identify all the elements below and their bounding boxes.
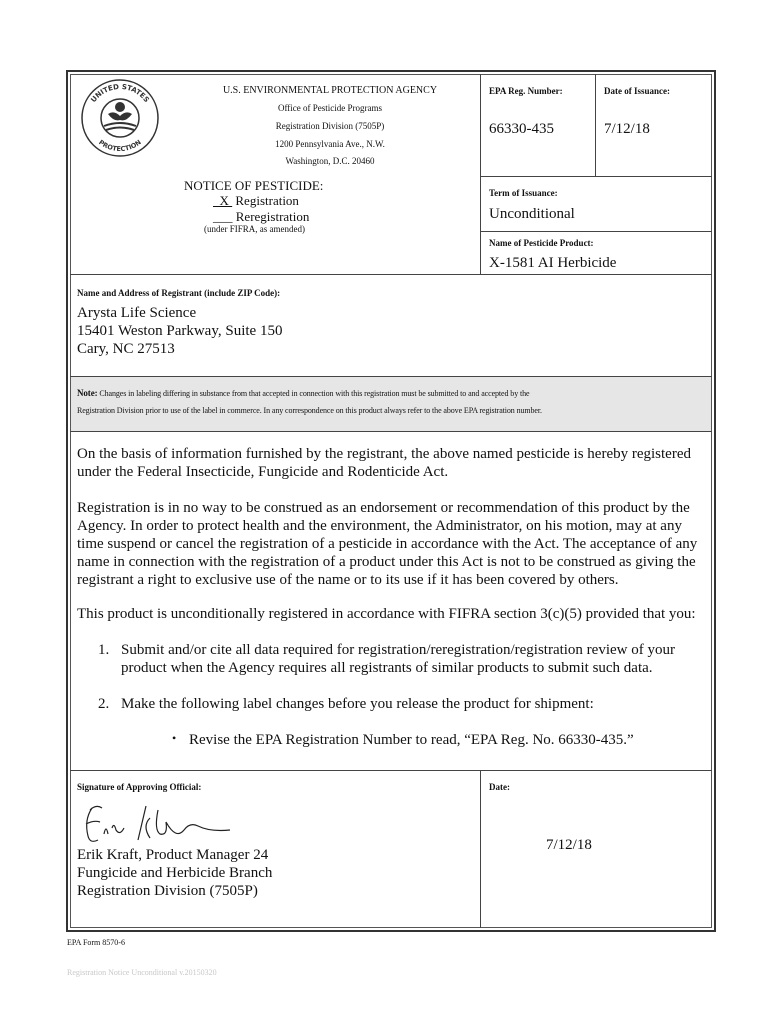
date-label: Date: [489, 782, 510, 792]
signer-division: Registration Division (7505P) [77, 883, 258, 899]
signature-date: 7/12/18 [546, 837, 592, 853]
note-label: Note: [77, 388, 98, 398]
product-value: X-1581 AI Herbicide [489, 255, 617, 271]
section-rule-body [70, 431, 712, 432]
registrant-line2: 15401 Weston Parkway, Suite 150 [77, 323, 283, 339]
list-item-1: Submit and/or cite all data required for registration/reregistration/registration review of your product when the Agency requires all registrants of similar products to submit such data. [121, 642, 675, 676]
note-background [71, 377, 711, 431]
body-paragraph-1: On the basis of information furnished by the registrant, the above named pesticide is hereby registered under the Federal Insecticide, Fungicide and Rodenticide Act. [77, 446, 691, 480]
note-line2: Registration Division prior to use of the label in commerce. In any correspondence on this product always refer to the above EPA registration number. [77, 406, 542, 415]
list-item-2: Make the following label changes before you release the product for shipment: [121, 696, 594, 712]
product-label: Name of Pesticide Product: [489, 238, 594, 248]
registrant-line1: Arysta Life Science [77, 305, 197, 321]
section-rule-signature [70, 770, 712, 771]
header-rule-2 [480, 231, 712, 232]
note-text-1: Changes in labeling differing in substance from that accepted in connection with this registration must be submitted to and accepted by the [99, 389, 530, 398]
note-line1 [77, 388, 529, 398]
reg-number-value: 66330-435 [489, 121, 554, 137]
reg-number-label: EPA Reg. Number: [489, 86, 563, 96]
registrant-line3: Cary, NC 27513 [77, 341, 175, 357]
agency-city: Washington, D.C. 20460 [285, 156, 375, 166]
registrant-label: Name and Address of Registrant (include ZIP Code): [77, 288, 281, 298]
reregistration-label: Reregistration [235, 209, 310, 224]
date-issuance-value: 7/12/18 [604, 121, 650, 137]
signature-divider [480, 770, 481, 928]
agency-name: U.S. ENVIRONMENTAL PROTECTION AGENCY [222, 85, 438, 96]
bullet-icon: • [172, 731, 177, 745]
list-item-1-number: 1. [98, 642, 110, 658]
body-paragraph-3: This product is unconditionally registered in accordance with FIFRA section 3(c)(5) provided that you: [77, 606, 696, 622]
header-divider-2 [595, 74, 596, 176]
term-value: Unconditional [489, 206, 575, 222]
body-paragraph-2: Registration is in no way to be construed as an endorsement or recommendation of this product by the Agency. In order to protect health and the environment, the Administrator, on his motion, may at any time suspend or cancel the registration of a pesticide in accordance with the Act. The acceptance of any name in connection with the registration of a product under this Act is not to be construed as giving the registrant a right to exclusive use of the name or to its use if it has been covered by others. [77, 500, 698, 588]
date-issuance-label: Date of Issuance: [604, 86, 670, 96]
registration-label: Registration [235, 193, 299, 208]
agency-office: Office of Pesticide Programs [277, 103, 383, 113]
agency-division: Registration Division (7505P) [275, 121, 385, 131]
bullet-item: Revise the EPA Registration Number to read, “EPA Reg. No. 66330-435.” [189, 732, 634, 748]
signer-name-title: Erik Kraft, Product Manager 24 [77, 847, 269, 863]
handwritten-signature [80, 800, 240, 848]
registration-mark: X [213, 193, 233, 208]
form-version: Registration Notice Unconditional v.20150320 [67, 968, 217, 977]
svg-text:PROTECTION: PROTECTION [97, 138, 143, 154]
header-divider [480, 74, 481, 274]
notice-under: (under FIFRA, as amended) [204, 224, 305, 234]
epa-seal-icon [79, 76, 161, 160]
signer-branch: Fungicide and Herbicide Branch [77, 865, 273, 881]
header-rule-1 [480, 176, 712, 177]
reregistration-mark: ___ [213, 209, 233, 224]
list-item-2-number: 2. [98, 696, 110, 712]
svg-text:UNITED STATES: UNITED STATES [89, 82, 151, 104]
term-label: Term of Issuance: [489, 188, 558, 198]
form-number: EPA Form 8570-6 [67, 938, 125, 947]
agency-street: 1200 Pennsylvania Ave., N.W. [275, 139, 385, 149]
notice-registration [213, 193, 299, 209]
notice-title: NOTICE OF PESTICIDE: [184, 178, 324, 193]
signature-label: Signature of Approving Official: [77, 782, 202, 792]
notice-reregistration [213, 209, 309, 225]
section-rule-registrant [70, 274, 712, 275]
